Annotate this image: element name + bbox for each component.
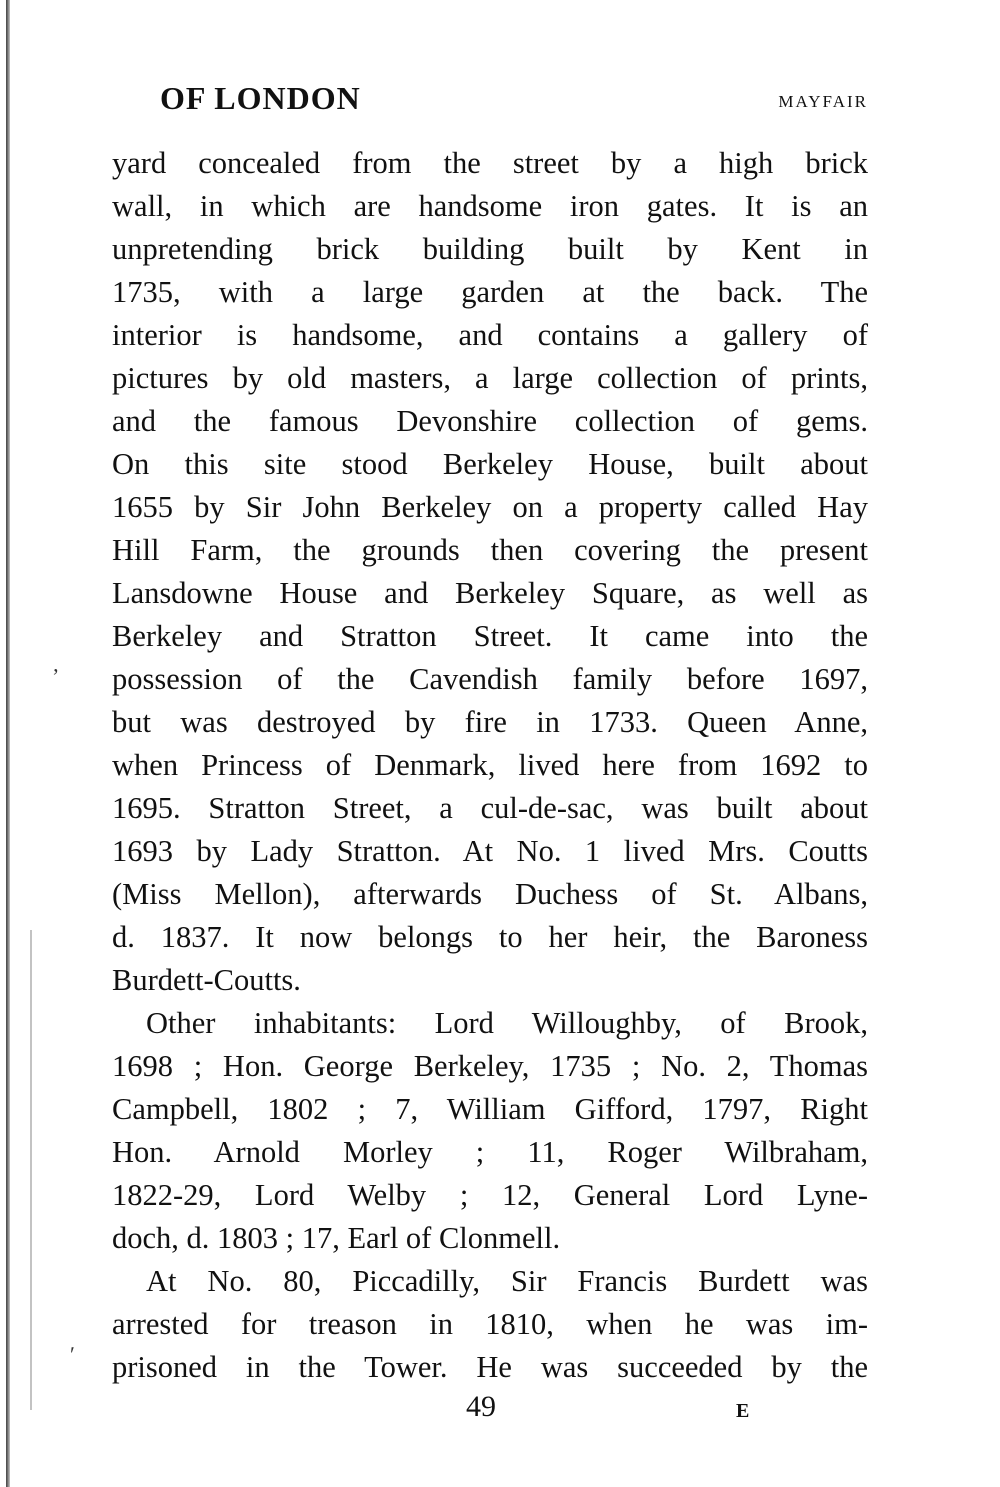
page-binding-edge [6, 0, 10, 1487]
text-line: doch, d. 1803 ; 17, Earl of Clonmell. [112, 1221, 561, 1255]
text-line: when Princess of Denmark, lived here from 1692 to [112, 748, 868, 782]
text-line: 1698 ; Hon. George Berkeley, 1735 ; No. 2, Thomas [112, 1049, 868, 1083]
text-line: wall, in which are handsome iron gates. It is an [112, 189, 868, 223]
text-line: Other inhabitants: Lord Willoughby, of Brook, [146, 1006, 868, 1040]
text-line: Hon. Arnold Morley ; 11, Roger Wilbraham, [112, 1135, 868, 1169]
ink-speck: ʼ [52, 664, 60, 689]
text-line: (Miss Mellon), afterwards Duchess of St. Albans, [112, 877, 868, 911]
running-head [160, 80, 868, 124]
text-line: pictures by old masters, a large collection of prints, [112, 361, 868, 395]
text-line: On this site stood Berkeley House, built about [112, 447, 868, 481]
ink-speck: ʹ [70, 1342, 75, 1367]
text-line: At No. 80, Piccadilly, Sir Francis Burdett was [146, 1264, 868, 1298]
text-line: 1693 by Lady Stratton. At No. 1 lived Mrs. Coutts [112, 834, 868, 868]
text-line: interior is handsome, and contains a gallery of [112, 318, 868, 352]
text-line: 1655 by Sir John Berkeley on a property called Hay [112, 490, 868, 524]
text-line: prisoned in the Tower. He was succeeded by the [112, 1350, 868, 1384]
text-line: possession of the Cavendish family before 1697, [112, 662, 868, 696]
text-line: and the famous Devonshire collection of gems. [112, 404, 868, 438]
text-line: 1695. Stratton Street, a cul-de-sac, was built about [112, 791, 868, 825]
text-line: yard concealed from the street by a high brick [112, 146, 868, 180]
text-line: unpretending brick building built by Kent in [112, 232, 868, 266]
running-head-title: OF LONDON [160, 80, 361, 116]
text-line: Hill Farm, the grounds then covering the present [112, 533, 868, 567]
running-head-section: MAYFAIR [778, 92, 868, 111]
text-line: Burdett-Coutts. [112, 963, 301, 997]
text-line: d. 1837. It now belongs to her heir, the Baroness [112, 920, 868, 954]
text-line: Berkeley and Stratton Street. It came into the [112, 619, 868, 653]
text-line: 1735, with a large garden at the back. The [112, 275, 868, 309]
text-line: Lansdowne House and Berkeley Square, as well as [112, 576, 868, 610]
text-line: but was destroyed by fire in 1733. Queen Anne, [112, 705, 868, 739]
text-line: 1822-29, Lord Welby ; 12, General Lord Lyne- [112, 1178, 868, 1212]
page-shadow-line [30, 930, 32, 1410]
text-line: Campbell, 1802 ; 7, William Gifford, 1797, Right [112, 1092, 868, 1126]
page-number: 49 [466, 1390, 496, 1423]
signature-mark: E [736, 1400, 750, 1422]
body-text [112, 142, 868, 1389]
text-line: arrested for treason in 1810, when he was im- [112, 1307, 868, 1341]
